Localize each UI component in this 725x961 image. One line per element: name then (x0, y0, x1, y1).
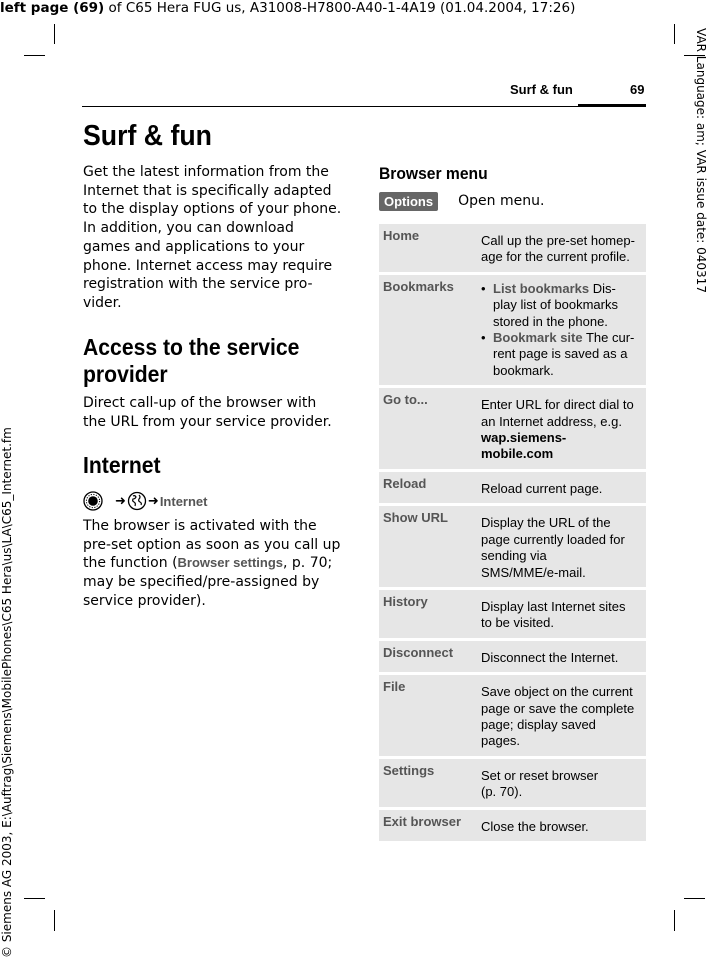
running-title: Surf & fun (510, 82, 573, 97)
options-row (379, 192, 544, 211)
menu-key: Go to... (379, 388, 477, 469)
menu-key: History (379, 590, 477, 638)
crop-mark (674, 910, 675, 931)
menu-description: Close the browser. (477, 810, 646, 841)
page-title: Surf & fun (83, 120, 212, 152)
menu-description: Reload current page. (477, 472, 646, 503)
internet-heading: Internet (83, 452, 161, 478)
navigation-key-icon (83, 491, 103, 511)
table-row (379, 759, 646, 807)
file-path: © Siemens AG 2003, E:\Auftrag\Siemens\MobilePhones\C65 Hera\us\LA\C65_Internet.fm (0, 427, 14, 958)
page-number: 69 (630, 82, 645, 97)
menu-key: Show URL (379, 506, 477, 587)
crop-mark (54, 910, 55, 931)
list-item: • Bookmark site The cur- rent page is saved as a bookmark. (493, 330, 640, 379)
table-row (379, 590, 646, 638)
internet-paragraph: The browser is activated with the pre-set option as soon as you call up the function (Browser settings, p. 70; may be specified/pre-assigned by service provider). (83, 518, 341, 609)
options-softkey: Options (379, 192, 438, 211)
menu-key: Exit browser (379, 810, 477, 841)
navigation-path (83, 489, 207, 513)
header-rule (82, 106, 646, 107)
menu-description: Call up the pre-set homep- age for the current profile. (477, 224, 646, 272)
table-row (379, 506, 646, 587)
table-row (379, 224, 646, 272)
access-paragraph: Direct call-up of the browser with the URL from your service provider. (83, 395, 332, 430)
browser-settings-link: Browser settings (177, 555, 284, 571)
menu-key: Bookmarks (379, 275, 477, 385)
browser-menu-table (379, 221, 646, 844)
crop-mark (684, 898, 705, 899)
nav-arrow: ➜ (147, 493, 159, 509)
table-row (379, 275, 646, 385)
menu-key: Reload (379, 472, 477, 503)
document-info: of C65 Hera FUG us, A31008-H7800-A40-1-4A19 (01.04.2004, 17:26) (104, 0, 576, 16)
menu-description: Display the URL of the page currently loaded for sending via SMS/MME/e-mail. (477, 506, 646, 587)
crop-mark (24, 898, 45, 899)
browser-menu-heading: Browser menu (379, 164, 488, 183)
table-row (379, 472, 646, 503)
menu-description: Set or reset browser (p. 70). (477, 759, 646, 807)
nav-internet-label: Internet (159, 493, 208, 509)
menu-description: Disconnect the Internet. (477, 641, 646, 672)
menu-key: File (379, 675, 477, 756)
menu-key: Disconnect (379, 641, 477, 672)
list-item: • List bookmarks Dis- play list of bookmarks stored in the phone. (493, 281, 640, 330)
crop-mark (54, 24, 55, 44)
internet-globe-icon (127, 491, 147, 511)
options-description: Open menu. (458, 193, 545, 210)
page-label: left page (69) (0, 0, 105, 16)
menu-description: Display last Internet sites to be visited. (477, 590, 646, 638)
print-header (0, 0, 575, 16)
header-rule-thick (578, 104, 646, 107)
menu-description: Enter URL for direct dial to an Internet address, e.g. wap.siemens- mobile.com (477, 388, 646, 469)
access-heading: Access to the service provider (83, 334, 300, 387)
table-row (379, 810, 646, 841)
intro-paragraph: Get the latest information from the Internet that is specifically adapted to the display options of your phone. In addition, you can download games and applications to your phone. Internet access may require registration with the service pro- vider. (83, 164, 342, 311)
bookmark-options-list (481, 281, 640, 379)
menu-key: Home (379, 224, 477, 272)
table-row (379, 675, 646, 756)
nav-arrow: ➜ (115, 493, 126, 509)
menu-description (477, 275, 646, 385)
menu-key: Settings (379, 759, 477, 807)
var-info: VAR Language: am; VAR issue date: 040317 (694, 28, 708, 293)
crop-mark (24, 55, 45, 56)
crop-mark (674, 24, 675, 44)
menu-description: Save object on the current page or save the complete page; display saved pages. (477, 675, 646, 756)
table-row (379, 388, 646, 469)
table-row (379, 641, 646, 672)
